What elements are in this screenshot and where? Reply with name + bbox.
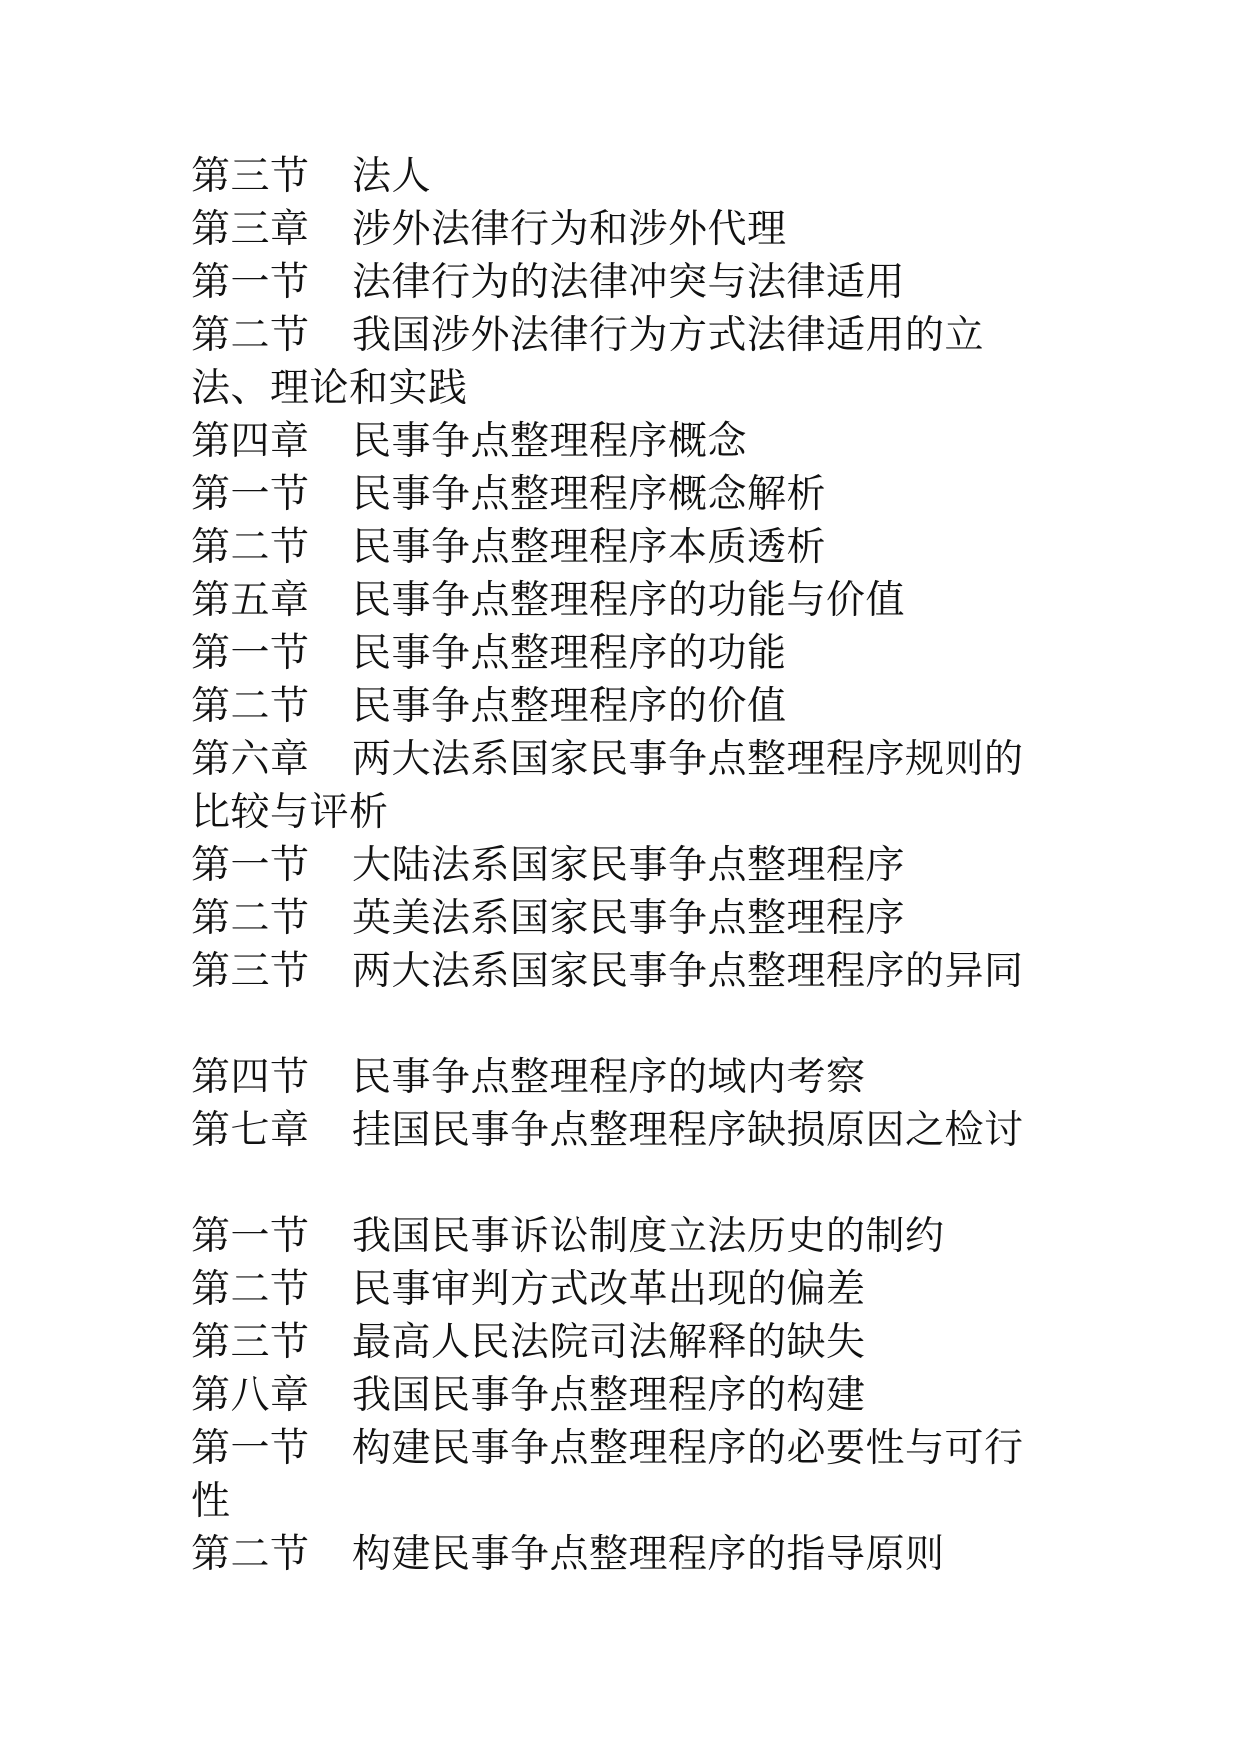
entry-title: 民事争点整理程序本质透析	[352, 525, 827, 570]
entry-title: 构建民事争点整理程序的指导原则	[352, 1532, 945, 1577]
entry-title: 民事争点整理程序概念解析	[352, 472, 827, 517]
toc-entry	[191, 521, 1061, 574]
toc-entry	[191, 1263, 1061, 1316]
entry-title: 两大法系国家民事争点整理程序的异同	[352, 949, 1024, 994]
toc-entry	[191, 256, 1061, 309]
entry-number: 第三章	[191, 207, 310, 252]
entry-number: 第一节	[191, 1214, 310, 1259]
entry-title: 大陆法系国家民事争点整理程序	[352, 843, 906, 888]
toc-entry	[191, 309, 1061, 415]
entry-number: 第七章	[191, 1108, 310, 1153]
entry-number: 第二节	[191, 313, 310, 358]
toc-entry	[191, 839, 1061, 892]
entry-number: 第二节	[191, 684, 310, 729]
entry-title: 民事争点整理程序的功能	[352, 631, 787, 676]
entry-number: 第一节	[191, 631, 310, 676]
entry-title: 涉外法律行为和涉外代理	[352, 207, 787, 252]
entry-number: 第三节	[191, 1320, 310, 1365]
toc-entry	[191, 150, 1061, 203]
entry-number: 第五章	[191, 578, 310, 623]
toc-entry	[191, 203, 1061, 256]
entry-number: 第二节	[191, 525, 310, 570]
toc-entry	[191, 1316, 1061, 1369]
entry-number: 第八章	[191, 1373, 310, 1418]
entry-number: 第一节	[191, 843, 310, 888]
toc-entry	[191, 733, 1061, 839]
entry-title: 构建民事争点整理程序的必要性与可行性	[191, 1426, 1024, 1524]
entry-number: 第三节	[191, 154, 310, 199]
toc-entry	[191, 468, 1061, 521]
entry-number: 第一节	[191, 260, 310, 305]
entry-number: 第四节	[191, 1055, 310, 1100]
toc-entry	[191, 1104, 1061, 1157]
toc-entry	[191, 1051, 1061, 1104]
toc-entry	[191, 1210, 1061, 1263]
entry-title: 挂国民事争点整理程序缺损原因之检讨	[352, 1108, 1024, 1153]
entry-number: 第一节	[191, 1426, 310, 1471]
entry-title: 民事争点整理程序的价值	[352, 684, 787, 729]
toc-entry	[191, 574, 1061, 627]
entry-title: 民事审判方式改革出现的偏差	[352, 1267, 866, 1312]
entry-title: 我国涉外法律行为方式法律适用的立法、理论和实践	[191, 313, 985, 411]
entry-number: 第六章	[191, 737, 310, 782]
entry-number: 第二节	[191, 1532, 310, 1577]
toc-entry	[191, 892, 1061, 945]
toc-entry	[191, 1422, 1061, 1528]
toc-entry	[191, 1369, 1061, 1422]
entry-title: 法人	[352, 154, 432, 199]
entry-number: 第一节	[191, 472, 310, 517]
entry-title: 民事争点整理程序的功能与价值	[352, 578, 906, 623]
entry-number: 第二节	[191, 1267, 310, 1312]
toc-entry	[191, 1528, 1061, 1581]
entry-title: 英美法系国家民事争点整理程序	[352, 896, 906, 941]
entry-number: 第四章	[191, 419, 310, 464]
entry-title: 民事争点整理程序概念	[352, 419, 748, 464]
entry-number: 第三节	[191, 949, 310, 994]
entry-title: 我国民事争点整理程序的构建	[352, 1373, 866, 1418]
toc-entry	[191, 680, 1061, 733]
entry-number: 第二节	[191, 896, 310, 941]
entry-title: 我国民事诉讼制度立法历史的制约	[352, 1214, 945, 1259]
entry-title: 最高人民法院司法解释的缺失	[352, 1320, 866, 1365]
entry-title: 民事争点整理程序的域内考察	[352, 1055, 866, 1100]
table-of-contents	[191, 150, 1061, 1581]
entry-title: 两大法系国家民事争点整理程序规则的比较与评析	[191, 737, 1024, 835]
toc-entry	[191, 415, 1061, 468]
entry-title: 法律行为的法律冲突与法律适用	[352, 260, 906, 305]
toc-entry	[191, 627, 1061, 680]
toc-entry	[191, 945, 1061, 998]
